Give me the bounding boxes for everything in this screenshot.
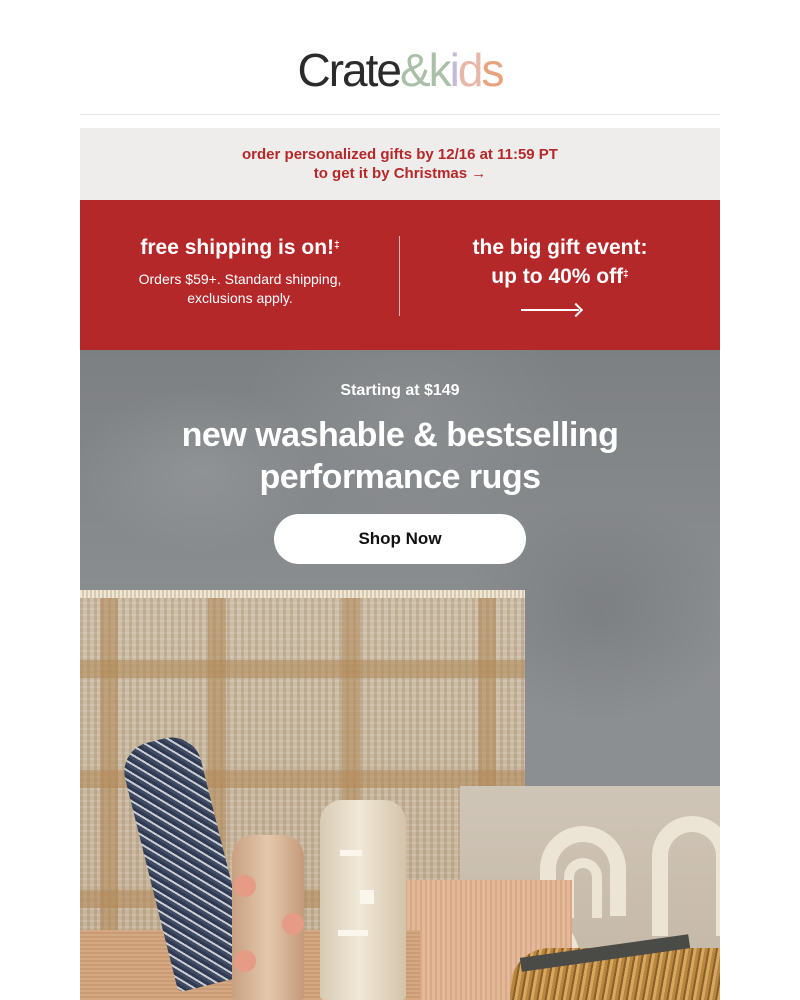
- free-shipping-details: [80, 270, 400, 308]
- hero-headline: [80, 414, 720, 498]
- rolled-rug-cream: [320, 800, 406, 1000]
- logo-text-crate: Crate: [297, 44, 400, 96]
- free-shipping-promo[interactable]: [80, 200, 400, 350]
- logo-letter-i: i: [449, 44, 458, 96]
- notice-line-2: to get it by Christmas →: [313, 165, 487, 182]
- brand-logo[interactable]: [80, 40, 720, 100]
- free-shipping-title: [80, 233, 400, 262]
- gift-event-title-line-1: the big gift event:: [472, 236, 648, 259]
- rug-fringe-edge: [80, 590, 525, 598]
- logo-letter-s: s: [481, 44, 503, 96]
- hero-price-kicker: Starting at $149: [340, 382, 460, 399]
- header-divider: [80, 114, 720, 115]
- gift-event-title: [400, 233, 720, 291]
- shop-now-button[interactable]: Shop Now: [274, 514, 526, 564]
- free-shipping-footnote-mark: ‡: [334, 240, 340, 251]
- personalized-gifts-notice[interactable]: [80, 128, 720, 200]
- free-shipping-title-text: free shipping is on!: [140, 236, 335, 259]
- gift-event-title-line-2: [400, 262, 720, 291]
- rugs-hero[interactable]: [80, 350, 720, 1000]
- free-shipping-details-line-1: Orders $59+. Standard shipping,: [138, 271, 342, 287]
- logo-text-kids: [429, 44, 503, 96]
- hero-headline-line-1: new washable & bestselling: [181, 416, 619, 454]
- logo-letter-d: d: [457, 44, 482, 96]
- logo-letter-k: k: [428, 44, 450, 96]
- free-shipping-details-line-2: exclusions apply.: [187, 290, 293, 306]
- logo-ampersand: &: [399, 44, 429, 96]
- logo-wordmark: [80, 40, 720, 100]
- promo-banner: [80, 200, 720, 350]
- notice-line-1: order personalized gifts by 12/16 at 11:59 PT: [242, 146, 558, 163]
- gift-event-discount: up to 40% off: [491, 265, 624, 288]
- rolled-rug-dots: [232, 835, 304, 1000]
- hero-headline-line-2: performance rugs: [259, 458, 541, 496]
- gift-event-footnote-mark: ‡: [623, 269, 629, 280]
- gift-event-promo[interactable]: [400, 200, 720, 350]
